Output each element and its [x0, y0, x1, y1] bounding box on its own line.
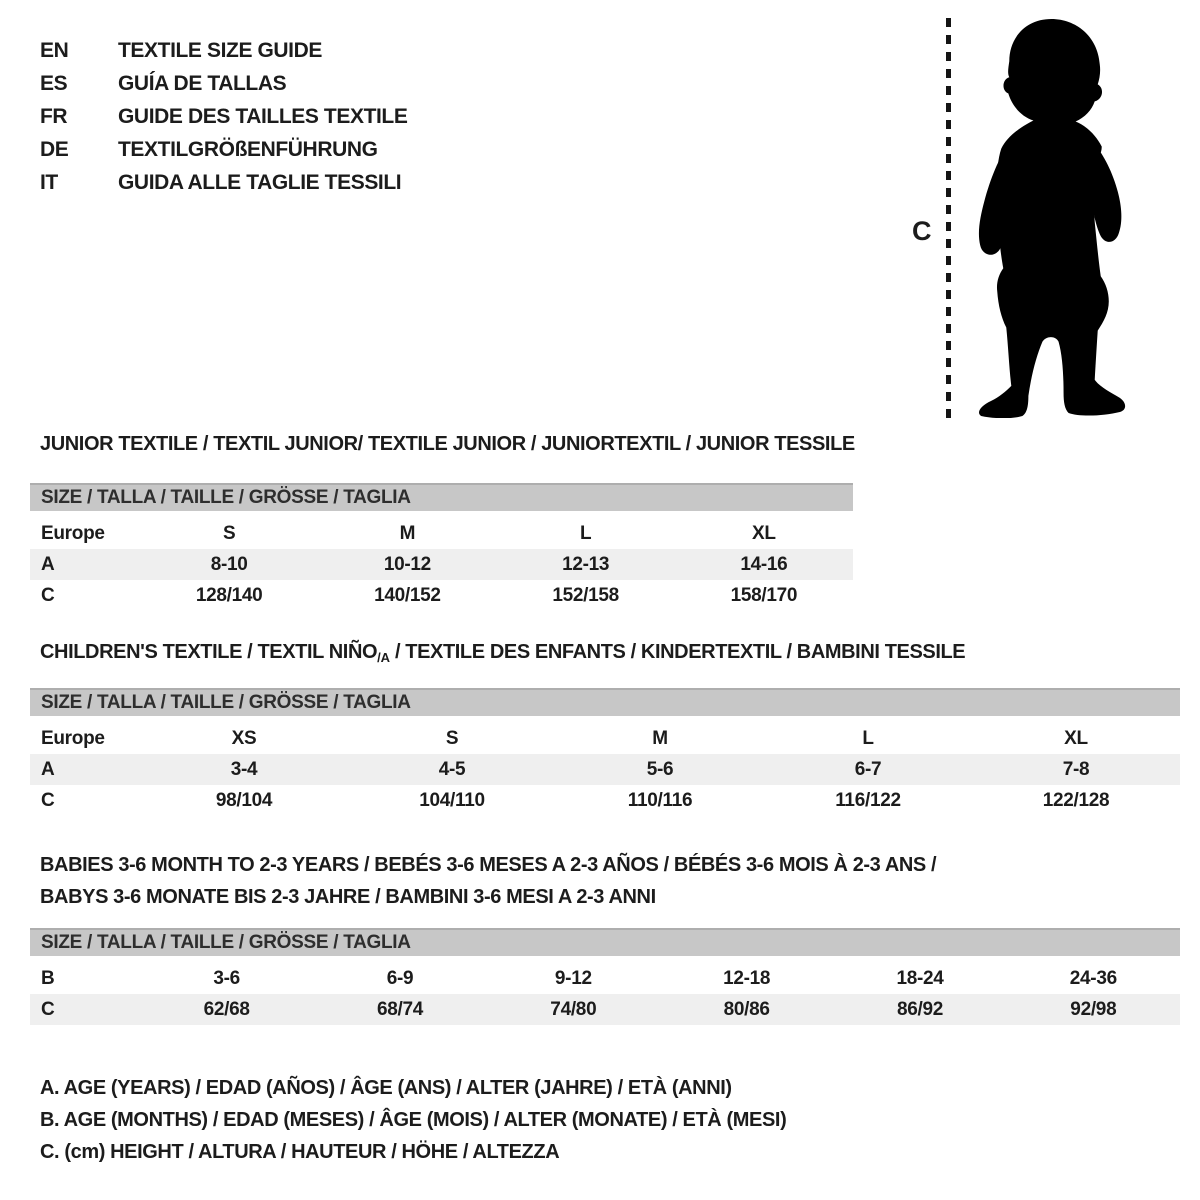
height-cell: 104/110	[419, 790, 485, 811]
legend-age-months: B. AGE (MONTHS) / EDAD (MESES) / ÂGE (MOIS) / ALTER (MONATE) / ETÀ (MESI)	[40, 1109, 787, 1131]
row-label: C	[41, 585, 55, 606]
height-cell: 92/98	[1070, 999, 1117, 1020]
size-cell: L	[862, 728, 874, 749]
height-cell: 158/170	[730, 585, 798, 606]
age-cell: 5-6	[646, 759, 674, 780]
toddler-silhouette-icon	[962, 16, 1140, 418]
height-cell: 152/158	[552, 585, 619, 606]
junior-size-table	[30, 483, 853, 611]
age-cell: 24-36	[1069, 968, 1117, 989]
row-label: Europe	[41, 728, 105, 749]
children-title-post: / TEXTILE DES ENFANTS / KINDERTEXTIL / BAMBINI TESSILE	[389, 641, 966, 663]
language-code: IT	[40, 170, 58, 194]
language-row-es	[40, 67, 407, 100]
age-cell: 3-6	[213, 968, 240, 989]
size-header-bar: SIZE / TALLA / TAILLE / GRÖSSE / TAGLIA	[30, 928, 1180, 956]
children-title-subscript: /A	[377, 650, 390, 665]
height-cell: 62/68	[203, 999, 250, 1020]
age-cell: 14-16	[740, 554, 788, 575]
babies-size-table	[30, 928, 1180, 1025]
height-cell: 74/80	[550, 999, 597, 1020]
height-cell: 140/152	[374, 585, 441, 606]
size-cell: M	[399, 523, 416, 544]
age-cell: 3-4	[230, 759, 258, 780]
babies-title-line1: BABIES 3-6 MONTH TO 2-3 YEARS / BEBÉS 3-6 MESES A 2-3 AÑOS / BÉBÉS 3-6 MOIS À 2-3 ANS /	[40, 854, 937, 876]
age-cell: 4-5	[438, 759, 466, 780]
age-cell: 6-7	[854, 759, 882, 780]
height-cell: 98/104	[215, 790, 273, 811]
row-label: A	[41, 759, 55, 780]
size-cell: S	[222, 523, 236, 544]
legend-age-years: A. AGE (YEARS) / EDAD (AÑOS) / ÂGE (ANS) / ALTER (JAHRE) / ETÀ (ANNI)	[40, 1077, 732, 1099]
size-cell: XL	[752, 523, 776, 544]
table-row-age-years	[30, 754, 1180, 785]
height-measure-dashed-line	[946, 18, 951, 418]
age-cell: 6-9	[386, 968, 414, 989]
language-row-fr	[40, 100, 407, 133]
age-cell: 12-18	[723, 968, 771, 989]
age-cell: 8-10	[210, 554, 248, 575]
table-row-age-years	[30, 549, 853, 580]
height-cell: 80/86	[723, 999, 770, 1020]
height-cell: 86/92	[896, 999, 944, 1020]
children-title-pre: CHILDREN'S TEXTILE / TEXTIL NIÑO	[40, 641, 378, 663]
table-row-height-cm	[30, 580, 853, 611]
height-cell: 128/140	[195, 585, 263, 606]
table-row-europe	[30, 723, 1180, 754]
height-cell: 68/74	[376, 999, 424, 1020]
height-cell: 116/122	[835, 790, 901, 811]
guide-title-de: TEXTILGRÖßENFÜHRUNG	[118, 137, 378, 161]
age-cell: 9-12	[554, 968, 592, 989]
row-label: Europe	[41, 523, 105, 544]
table-row-height-cm	[30, 785, 1180, 816]
children-section-title	[40, 641, 965, 665]
language-title-list	[40, 34, 407, 199]
table-row-age-months	[30, 963, 1180, 994]
size-cell: L	[579, 523, 592, 544]
language-code: ES	[40, 71, 68, 95]
row-label: C	[41, 790, 55, 811]
guide-title-en: TEXTILE SIZE GUIDE	[118, 38, 322, 62]
size-cell: M	[652, 728, 668, 749]
children-size-table	[30, 688, 1180, 816]
size-cell: S	[445, 728, 459, 749]
height-measure-label: C	[912, 216, 932, 246]
table-row-height-cm	[30, 994, 1180, 1025]
guide-title-fr: GUIDE DES TAILLES TEXTILE	[118, 104, 408, 128]
size-header-bar: SIZE / TALLA / TAILLE / GRÖSSE / TAGLIA	[30, 483, 853, 511]
babies-title-line2: BABYS 3-6 MONATE BIS 2-3 JAHRE / BAMBINI 3-6 MESI A 2-3 ANNI	[40, 886, 656, 908]
legend-height-cm: C. (cm) HEIGHT / ALTURA / HAUTEUR / HÖHE / ALTEZZA	[40, 1141, 560, 1163]
size-header-bar: SIZE / TALLA / TAILLE / GRÖSSE / TAGLIA	[30, 688, 1180, 716]
age-cell: 10-12	[383, 554, 431, 575]
measurement-legend	[40, 1072, 786, 1168]
language-row-it	[40, 166, 407, 199]
table-row-europe	[30, 518, 853, 549]
babies-section-title	[40, 849, 936, 913]
age-cell: 12-13	[562, 554, 610, 575]
size-cell: XL	[1064, 728, 1088, 749]
guide-title-it: GUIDA ALLE TAGLIE TESSILI	[118, 170, 402, 194]
row-label: B	[41, 968, 55, 989]
guide-title-es: GUÍA DE TALLAS	[118, 71, 287, 95]
language-row-en	[40, 34, 407, 67]
language-code: FR	[40, 104, 68, 128]
size-cell: XS	[231, 728, 257, 749]
language-code: DE	[40, 137, 69, 161]
language-code: EN	[40, 38, 69, 62]
age-cell: 18-24	[896, 968, 944, 989]
junior-section-title: JUNIOR TEXTILE / TEXTIL JUNIOR/ TEXTILE JUNIOR / JUNIORTEXTIL / JUNIOR TESSILE	[40, 433, 855, 455]
age-cell: 7-8	[1062, 759, 1090, 780]
height-cell: 122/128	[1042, 790, 1110, 811]
row-label: A	[41, 554, 55, 575]
height-cell: 110/116	[627, 790, 693, 811]
row-label: C	[41, 999, 55, 1020]
language-row-de	[40, 133, 407, 166]
